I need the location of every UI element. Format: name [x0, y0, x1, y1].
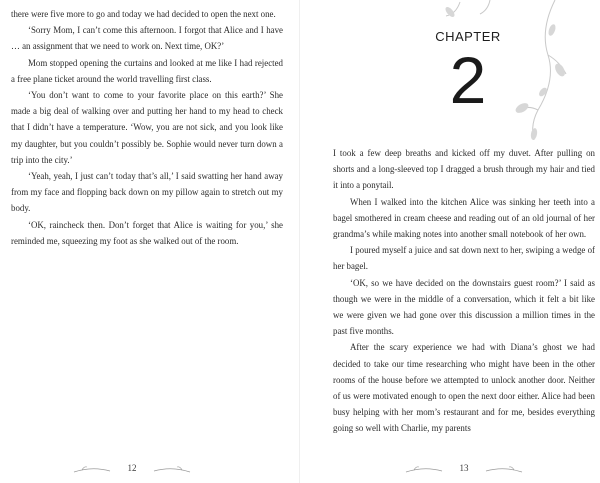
right-page-body: [333, 145, 595, 437]
paragraph: ‘OK, so we have decided on the downstairs guest room?’ I said as though we were in the middle of a conversation, which it felt a bit like we were given we had gone over this discussion a million times in the past five months.: [333, 277, 595, 337]
paragraph: ‘OK, raincheck then. Don’t forget that Alice is waiting for you,’ she reminded me, squeezing my foot as she walked out of the room.: [11, 219, 283, 246]
paragraph: When I walked into the kitchen Alice was sinking her teeth into a bagel smothered in cream cheese and reading out of an old journal of her grandma’s while making notes into another small notebook of her own.: [333, 196, 595, 240]
paragraph: I poured myself a juice and sat down next to her, swiping a wedge of her bagel.: [333, 245, 595, 272]
chapter-number: 2: [449, 43, 487, 117]
paragraph: Mom stopped opening the curtains and looked at me like I had rejected a free plane ticket around the world travelling first class.: [11, 57, 283, 84]
paragraph: I took a few deep breaths and kicked off my duvet. After pulling on shorts and a long-sleeved top I dragged a brush through my hair and tied it into a ponytail.: [333, 148, 595, 191]
paragraph: ‘You don’t want to come to your favorite place on this earth?’ She made a big deal of walking over and putting her hand to my head to check that I didn’t have a temperature. ‘Wow, you are not sick, and you look like my daughter, but you couldn’t possibly be. Sophie would never turn down a trip into the city.’: [11, 90, 283, 165]
page-number-footer: [72, 460, 192, 480]
paragraph: ‘Sorry Mom, I can’t come this afternoon. I forgot that Alice and I have … an assignment that we need to work on. Next time, OK?’: [11, 25, 283, 52]
left-page-body: [11, 6, 283, 249]
right-page: [300, 0, 600, 483]
paragraph: ‘Yeah, yeah, I just can’t today that’s all,’ I said swatting her hand away from my face and flopping back down on my pillow again to stretch out my body.: [11, 171, 283, 214]
page-number: 13: [459, 463, 469, 473]
page-number-footer: [404, 460, 524, 480]
chapter-label: CHAPTER: [435, 29, 501, 44]
paragraph: After the scary experience we had with Diana’s ghost we had decided to take our time researching who might have been in the other rooms of the house before we attempted to unlock another door. Neither of us were motivated enough to open the next door either. Alice had been busy helping with her mom’s restaurant and for me, besides everything going so well with Charlie, my parents: [333, 342, 595, 434]
paragraph: there were five more to go and today we had decided to open the next one.: [11, 9, 276, 19]
page-number: 12: [127, 463, 137, 473]
